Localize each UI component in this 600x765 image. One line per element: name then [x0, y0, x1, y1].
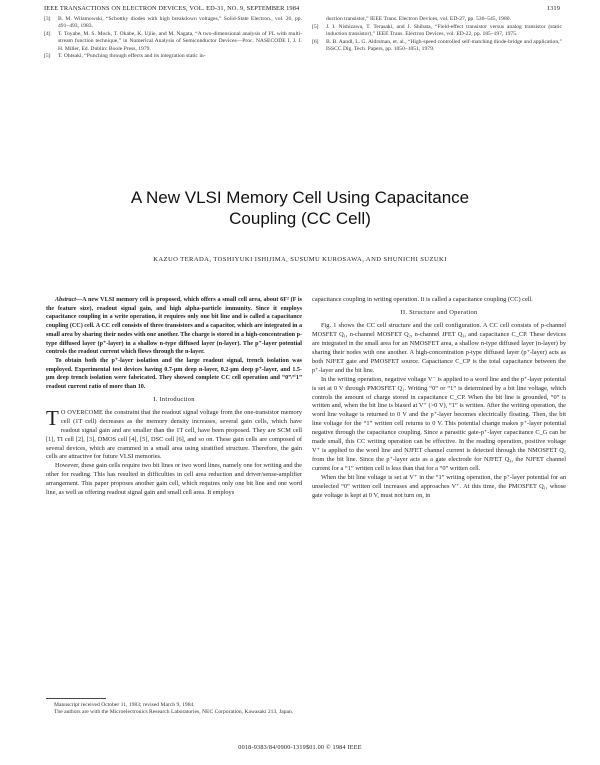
abstract-lead: Abstract: [55, 297, 76, 303]
reference-item: [44, 16, 302, 31]
left-column: [46, 296, 302, 498]
page-number: 1319: [546, 5, 560, 12]
references-right: [312, 16, 562, 54]
reference-item: [44, 31, 302, 53]
structure-paragraph-1: Fig. 1 shows the CC cell structure and the cell configuration. A CC cell consists of p-channel MOSFET Q₁, n-channel MOSFET Q₂, n-channel JFET Q₃, and capacitance C_CP. These devices are integrated in the small area for an NMOSFET area, a shallow n-type diffused layer (n-layer) by sharing their nodes with one another. A high-concentration p-type diffused layer (p⁺-layer) acts as both NJFET gate and PMOSFET source. Capacitance C_CP is the total capacitance between the p⁺-layer and the bit line.: [312, 321, 566, 374]
abstract-paragraph-2: To obtain both the p⁺-layer isolation and the large readout signal, trench isolation was employed. Experimental test devices having 0.7-μm deep n-layer, 0.2-μm deep p⁺-layer, and 1.5-μm deep trench isolation were fabricated. They showed complete CC cell operation and “0”/“1” readout current ratio of more than 10.: [46, 357, 302, 391]
right-intro-continuation: capacitance coupling in writing operation. It is called a capacitance coupling (CC) cell.: [312, 296, 533, 303]
intro-paragraph-2: However, these gain cells require two bit lines or two word lines, namely one for writing and the other for reading. This has resulted in difficulties in cell area reduction and driver/sense-amplifier arrangement. This paper proposes another gain cell, which requires only one bit line and one word line, as well as offering readout signal gain and small cell area. It employs: [46, 462, 302, 497]
reference-number: [312, 16, 326, 23]
running-header: [44, 5, 560, 12]
intro-paragraph-1-text: O OVERCOME the constraint that the readout signal voltage from the one-transistor memory cell (1T cell) decreases as the memory density increases, several gain cells, which have readout signal gain and are smaller than the 1T cell, have been proposed. They are SCM cell [1], TI cell [2], [3], DMOS cell [4], [5], DSC cell [6], and so on. These gain cells are composed of several devices, which are crammed in a small area using stratified structure. Therefore, the gain cells are attractive for future VLSI memories.: [46, 408, 302, 461]
reference-text: T. Ohtsuki, “Punching through effects and its integration static in-: [58, 53, 206, 60]
reference-number: [5]: [312, 23, 319, 30]
footnote-rule: [46, 698, 106, 699]
reference-item: [44, 53, 302, 60]
reference-text: T. Toyabe, M. S. Mock, T. Okabe, K. Ujiie, and M. Nagata, “A two-dimensional analysis of I²L with multi-stream function technique,” in Numerical Analysis of Semiconductor Devices—Proc. NASECODE I, J. J. H. Miller, Ed. Dublin: Boole Press, 1979.: [58, 31, 302, 52]
right-column: [312, 296, 566, 501]
structure-paragraph-2: In the writing operation, negative voltage V⁻ is applied to a word line and the p⁺-layer potential is set at 0 V through PMOSFET Q₁. Writing “0” or “1” is determined by a bit line voltage, which controls the amount of charge stored in capacitance C_CP. When the bit line is grounded, “0” is written and, when the bit line is biased at V⁺ (>0 V), “1” is written. After the writing operation, the word line voltage is returned to 0 V and the p⁺-layer becomes electrically floating. Then, the bit line voltage for the “1” written cell returns to 0 V. This potential change makes p⁺-layer potential negative through the capacitance coupling. Since a parasitic gate-p⁺-layer capacitance C_G can be made small, this CC writing operation can be effective. In the reading operation, positive voltage V⁺ is applied to the word line and NJFET channel current is detected through the NMOSFET Q₂ from the bit line. Since the p⁺-layer acts as a gate electrode for NJFET Q₃, the NJFET channel current for a “1” written cell is less than that for a “0” written cell.: [312, 375, 566, 473]
section-heading-introduction: I. Introduction: [153, 395, 195, 403]
reference-number: [6]: [312, 38, 319, 45]
footnote-affiliation: The authors are with the Microelectronics Research Laboratories, NEC Corporation, Kawasaki 213, Japan.: [54, 709, 294, 715]
reference-text: B. M. Wilamowski, “Schottky diodes with high breakdown voltages,” Solid-State Electron., vol. 26, pp. 491–493, 1983.: [58, 16, 302, 30]
footnote: [46, 698, 302, 716]
journal-header: IEEE TRANSACTIONS ON ELECTRON DEVICES, VOL. ED-31, NO. 9, SEPTEMBER 1984: [44, 5, 300, 12]
title-line-1: A New VLSI Memory Cell Using Capacitance: [130, 188, 470, 207]
abstract: [46, 296, 302, 357]
intro-paragraph-1: [46, 405, 302, 463]
footnote-received: Manuscript received October 11, 1983; revised March 9, 1984.: [54, 702, 195, 708]
reference-text: J. I. Nishizawa, T. Terasaki, and J. Shibata, “Field-effect transistor versus analog transistor (static induction transistor),” IEEE Trans. Electron Devices, vol. ED-22, pp. 185–197, 1975.: [326, 23, 562, 38]
reference-item: [312, 39, 562, 54]
drop-cap: T: [46, 405, 59, 430]
reference-number: [3]: [44, 16, 51, 22]
abstract-text: —A new VLSI memory cell is proposed, which offers a small cell area, about 6F² (F is the feature size), readout signal gain, and high alpha-particle immunity. Since it employs capacitance coupling in a write operation, it requires only one bit line and is called a capacitance coupling (CC) cell. A CC cell consists of three transistors and a capacitor, which are integrated in a small area by sharing their nodes with one another. The charge is stored in a high-concentration p-type diffused layer (p⁺-layer) in a shallow n-type diffused layer (n-layer). The p⁺-layer potential controls the readout current which flows through the n-layer.: [46, 297, 302, 356]
copyright-line: 0018-9383/84/0900-1319$01.00 © 1984 IEEE: [238, 744, 362, 751]
section-heading-structure: II. Structure and Operation: [400, 308, 478, 316]
author-list: KAZUO TERADA, TOSHIYUKI ISHIJIMA, SUSUMU KUROSAWA, AND SHUNICHI SUZUKI: [153, 256, 447, 263]
reference-item: [312, 16, 562, 23]
reference-text: duction transistor,” IEEE Trans. Electron Devices, vol. ED-27, pp. 536–545, 1980.: [326, 16, 511, 22]
reference-text: B. B. Aandl, L. G. Aldrsman, et. al., “High-speed controlled self-matching diode-bridge and application,” ISSCC Dig. Tech. Papers, pp. 1050–1051, 1979.: [326, 38, 562, 53]
title-line-2: Coupling (CC Cell): [229, 208, 371, 228]
structure-paragraph-3: When the bit line voltage is set at V⁺ in the “1” writing operation, the p⁺-layer potential for an unselected “0” written cell increases and approaches V⁺. At this time, the PMOSFET Q₁, whose gate voltage is kept at 0 V, must not turn on, in: [312, 474, 566, 500]
references-left: [44, 16, 302, 61]
paper-title: [40, 188, 560, 229]
reference-number: [5]: [44, 53, 51, 60]
reference-item: [312, 24, 562, 39]
reference-number: [4]: [44, 31, 51, 38]
